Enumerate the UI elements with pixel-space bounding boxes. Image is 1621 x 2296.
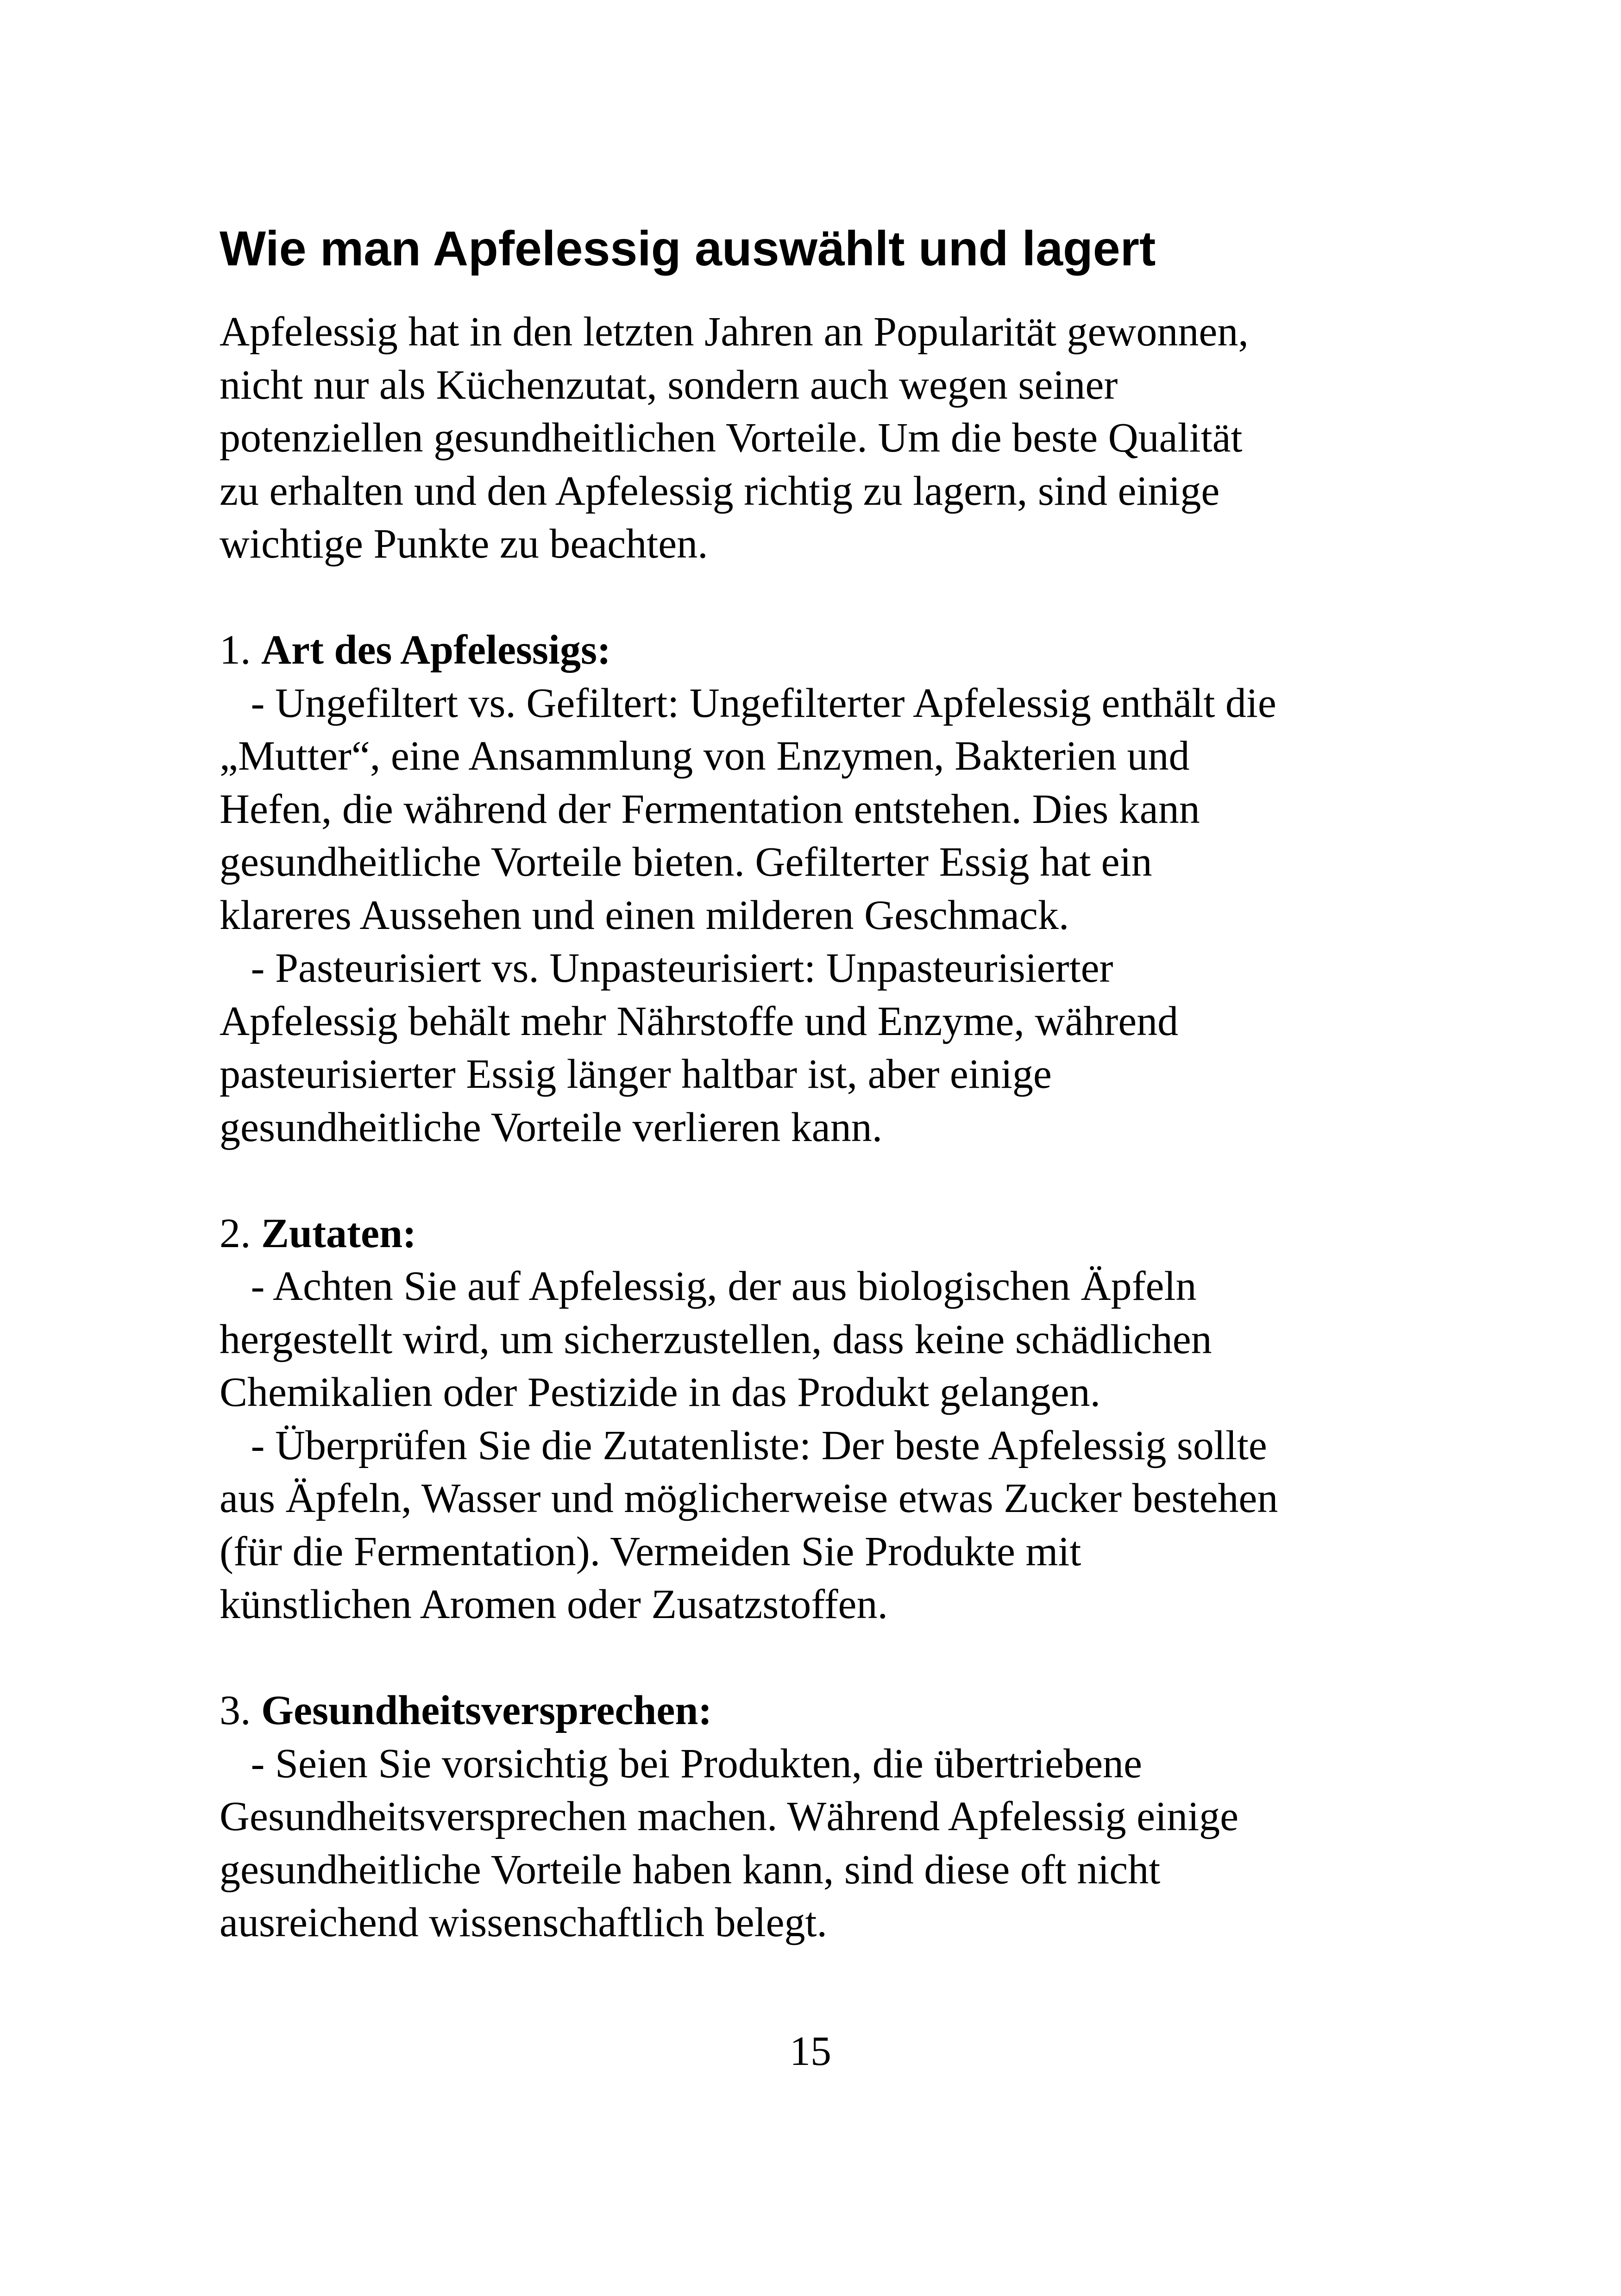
text-line: hergestellt wird, um sicherzustellen, dass keine schädlichen bbox=[220, 1316, 1212, 1362]
text-line: - Pasteurisiert vs. Unpasteurisiert: Unpasteurisierter bbox=[220, 945, 1113, 991]
section-heading bbox=[220, 624, 1433, 677]
text-line: - Überprüfen Sie die Zutatenliste: Der beste Apfelessig sollte bbox=[220, 1422, 1267, 1468]
text-line: Hefen, die während der Fermentation entstehen. Dies kann bbox=[220, 786, 1200, 832]
text-line: (für die Fermentation). Vermeiden Sie Produkte mit bbox=[220, 1528, 1081, 1575]
paragraph-gap bbox=[220, 571, 1433, 624]
text-line: gesundheitliche Vorteile haben kann, sind diese oft nicht bbox=[220, 1846, 1161, 1893]
text-line: gesundheitliche Vorteile verlieren kann. bbox=[220, 1104, 883, 1150]
section-number: 1. bbox=[220, 627, 261, 673]
text-line: Apfelessig hat in den letzten Jahren an Popularität gewonnen, bbox=[220, 309, 1249, 355]
text-line: - Achten Sie auf Apfelessig, der aus biologischen Äpfeln bbox=[220, 1263, 1197, 1309]
text-line: - Ungefiltert vs. Gefiltert: Ungefilterter Apfelessig enthält die bbox=[220, 680, 1276, 726]
text-line: Chemikalien oder Pestizide in das Produkt gelangen. bbox=[220, 1369, 1101, 1415]
text-line: klareres Aussehen und einen milderen Geschmack. bbox=[220, 892, 1069, 938]
page-number: 15 bbox=[790, 2028, 831, 2074]
section-number: 2. bbox=[220, 1210, 261, 1256]
section-heading-text: Zutaten: bbox=[261, 1210, 416, 1256]
list-section-1 bbox=[220, 624, 1433, 1154]
section-heading bbox=[220, 1207, 1433, 1261]
list-section-2 bbox=[220, 1207, 1433, 1631]
text-line: wichtige Punkte zu beachten. bbox=[220, 521, 708, 567]
intro-paragraph bbox=[220, 306, 1433, 571]
text-line: „Mutter“, eine Ansammlung von Enzymen, Bakterien und bbox=[220, 733, 1190, 779]
text-line: Apfelessig behält mehr Nährstoffe und Enzyme, während bbox=[220, 998, 1179, 1044]
text-line: aus Äpfeln, Wasser und möglicherweise etwas Zucker bestehen bbox=[220, 1475, 1278, 1521]
paragraph-gap bbox=[220, 1631, 1433, 1685]
document-body bbox=[220, 306, 1433, 1950]
text-line: zu erhalten und den Apfelessig richtig zu lagern, sind einige bbox=[220, 468, 1220, 514]
section-heading bbox=[220, 1684, 1433, 1738]
section-number: 3. bbox=[220, 1687, 261, 1733]
list-section-3 bbox=[220, 1684, 1433, 1950]
paragraph-gap bbox=[220, 1154, 1433, 1207]
section-heading-text: Gesundheitsversprechen: bbox=[261, 1687, 712, 1733]
text-line: künstlichen Aromen oder Zusatzstoffen. bbox=[220, 1581, 888, 1627]
section-heading-text: Art des Apfelessigs: bbox=[261, 627, 611, 673]
text-line: nicht nur als Küchenzutat, sondern auch wegen seiner bbox=[220, 362, 1118, 408]
page-title: Wie man Apfelessig auswählt und lagert bbox=[220, 221, 1156, 276]
text-line: potenziellen gesundheitlichen Vorteile. Um die beste Qualität bbox=[220, 415, 1243, 461]
text-line: Gesundheitsversprechen machen. Während Apfelessig einige bbox=[220, 1794, 1239, 1839]
text-line: gesundheitliche Vorteile bieten. Gefilterter Essig hat ein bbox=[220, 839, 1152, 885]
text-line: ausreichend wissenschaftlich belegt. bbox=[220, 1900, 828, 1945]
text-line: - Seien Sie vorsichtig bei Produkten, die übertriebene bbox=[220, 1740, 1142, 1787]
text-line: pasteurisierter Essig länger haltbar ist, aber einige bbox=[220, 1051, 1052, 1097]
